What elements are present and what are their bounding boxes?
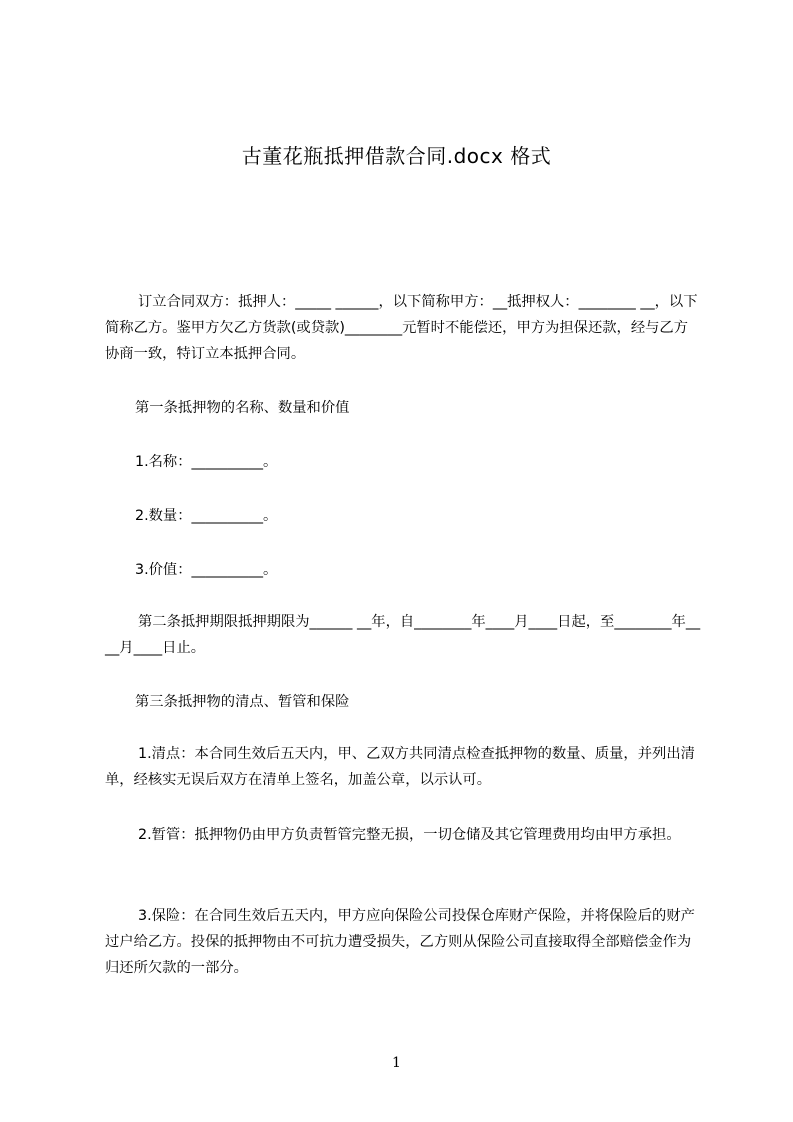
intro-paragraph: 订立合同双方：抵押人：_____ ______，以下简称甲方：__抵押权人：________ __，以下简称乙方。鉴甲方欠乙方货款(或贷款)________元暂时不能偿还，甲方为担保还款，经与乙方协商一致，特订立本抵押合同。 <box>105 294 698 362</box>
article1-item-name: 1.名称：__________。 <box>135 454 278 470</box>
article1-heading: 第一条抵押物的名称、数量和价值 <box>135 400 350 416</box>
article2-paragraph: 第二条抵押期限抵押期限为______ __年，自________年____月____日起，至________年____月____日止。 <box>105 614 701 656</box>
document-title: 古董花瓶抵押借款合同.docx 格式 <box>241 144 552 168</box>
article1-item-quantity: 2.数量：__________。 <box>135 508 278 524</box>
article3-heading: 第三条抵押物的清点、暂管和保险 <box>135 694 350 710</box>
page-number: 1 <box>392 1055 401 1071</box>
article1-item-value: 3.价值：__________。 <box>135 562 278 578</box>
article3-item-insurance: 3.保险：在合同生效后五天内，甲方应向保险公司投保仓库财产保险，并将保险后的财产过户给乙方。投保的抵押物由不可抗力遭受损失，乙方则从保险公司直接取得全部赔偿金作为归还所欠款的一部分。 <box>105 908 695 976</box>
article3-item-custody: 2.暂管：抵押物仍由甲方负责暂管完整无损，一切仓储及其它管理费用均由甲方承担。 <box>138 827 681 843</box>
article3-item-inventory: 1.清点：本合同生效后五天内，甲、乙双方共同清点检查抵押物的数量、质量，并列出清单，经核实无误后双方在清单上签名，加盖公章，以示认可。 <box>105 746 695 788</box>
